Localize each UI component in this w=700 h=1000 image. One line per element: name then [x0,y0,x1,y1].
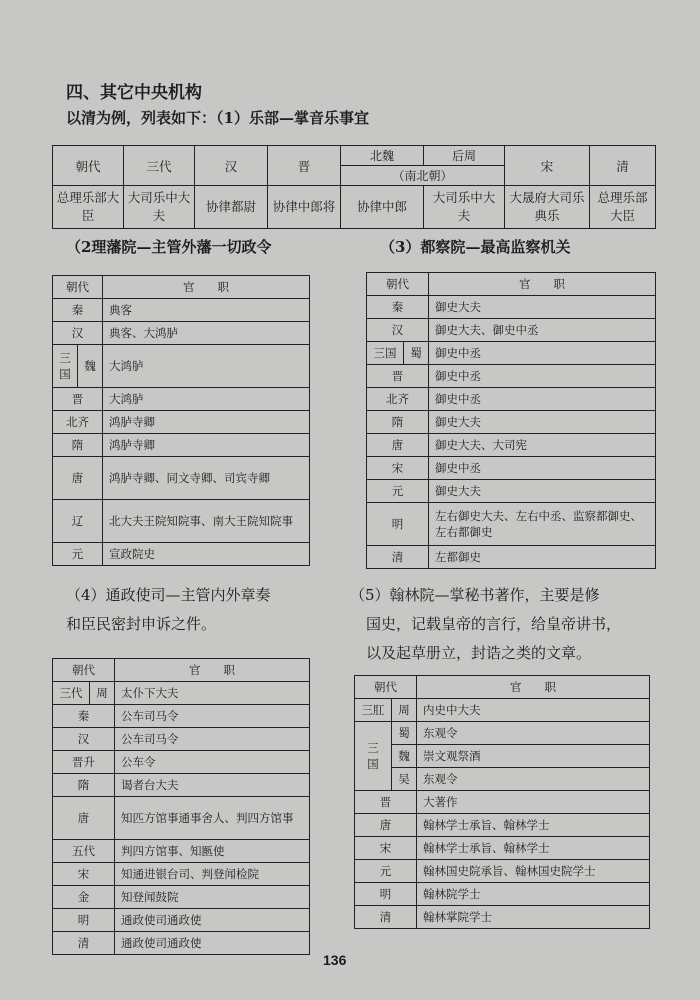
dynasty-cell: 唐 [367,434,429,457]
duchayuan-header-dynasty: 朝代 [367,273,429,296]
lifanyuan-title: （2理藩院—主管外藩一切政令 [66,238,272,256]
dynasty-cell: 汉 [367,319,429,342]
office-cell: 北大夫王院知院事、南大王院知院事 [103,500,310,543]
yuebu-office-cell: 总理乐部大臣 [590,186,656,229]
yuebu-office-cell: 协律都尉 [195,186,268,229]
dynasty-cell: 五代 [53,840,115,863]
office-cell: 太仆下大夫 [115,682,310,705]
sanguo-label: 三 国 [53,345,78,388]
office-cell: 知通进银台司、判登闻检院 [115,863,310,886]
office-cell: 崇文观祭酒 [417,745,650,768]
lifanyuan-header-office: 官 职 [103,276,310,299]
duchayuan-table [366,272,656,569]
sub-dynasty-cell: 蜀 [392,722,417,745]
office-cell: 御史大夫、御史中丞 [429,319,656,342]
intro-line: 以清为例，列表如下：（1）乐部—掌音乐事宜 [66,109,369,127]
dynasty-cell: 辽 [53,500,103,543]
dynasty-cell: 三肛 [355,699,392,722]
yuebu-header-cell: 汉 [195,146,268,186]
dynasty-cell: 汉 [53,728,115,751]
tongzheng-title-2: 和臣民密封申诉之件。 [66,615,217,633]
office-cell: 翰林学士承旨、翰林学士 [417,837,650,860]
office-cell: 鸿胪寺卿 [103,434,310,457]
yuebu-header-dynasty: 朝代 [53,146,124,186]
office-cell: 翰林学士承旨、翰林学士 [417,814,650,837]
sub-dynasty-cell: 蜀 [404,342,429,365]
dynasty-cell: 魏 [78,345,103,388]
hanlin-title-2: 国史，记载皇帝的言行，给皇帝讲书， [366,615,622,633]
office-cell: 典客、大鸿胪 [103,322,310,345]
dynasty-cell: 唐 [53,797,115,840]
yuebu-header-cell: 后周 [424,146,505,166]
office-cell: 左都御史 [429,546,656,569]
nanbeichao-label: （南北朝） [341,166,505,186]
duchayuan-title: （3）都察院—最高监察机关 [380,238,571,256]
office-cell: 典客 [103,299,310,322]
yuebu-office-cell: 大司乐中大夫 [424,186,505,229]
office-cell: 御史中丞 [429,457,656,480]
office-cell: 内史中大夫 [417,699,650,722]
yuebu-header-cell: 北魏 [341,146,424,166]
office-cell: 东观令 [417,722,650,745]
dynasty-cell: 元 [367,480,429,503]
office-cell: 通政使司通政使 [115,909,310,932]
office-cell: 鸿胪寺卿、同文寺卿、司宾寺卿 [103,457,310,500]
office-cell: 知匹方馆事通事舍人、判四方馆事 [115,797,310,840]
dynasty-cell: 秦 [367,296,429,319]
office-cell: 御史大夫、大司宪 [429,434,656,457]
office-cell: 知登闻鼓院 [115,886,310,909]
dynasty-cell: 隋 [367,411,429,434]
dynasty-cell: 清 [355,906,417,929]
office-cell: 御史中丞 [429,365,656,388]
page-number: 136 [323,952,347,968]
office-cell: 鸿胪寺卿 [103,411,310,434]
dynasty-cell: 金 [53,886,115,909]
dynasty-cell: 秦 [53,299,103,322]
dynasty-cell: 元 [53,543,103,566]
yuebu-office-cell: 大司乐中大夫 [124,186,195,229]
tongzheng-header-office: 官 职 [115,659,310,682]
office-cell: 谒者台大夫 [115,774,310,797]
dynasty-cell: 北齐 [367,388,429,411]
dynasty-cell: 晋 [367,365,429,388]
dynasty-cell: 宋 [53,863,115,886]
office-cell: 判四方馆事、知匦使 [115,840,310,863]
dynasty-cell: 秦 [53,705,115,728]
office-cell: 御史中丞 [429,388,656,411]
dynasty-cell: 晋 [355,791,417,814]
sub-dynasty-cell: 周 [392,699,417,722]
yuebu-header-cell: 三代 [124,146,195,186]
office-cell: 通政使司通政使 [115,932,310,955]
dynasty-cell: 三代 [53,682,90,705]
office-cell: 大鸿胪 [103,345,310,388]
yuebu-office-cell: 总理乐部大臣 [53,186,124,229]
office-cell: 公车司马令 [115,705,310,728]
office-cell: 御史大夫 [429,411,656,434]
dynasty-cell: 清 [53,932,115,955]
office-cell: 大鸿胪 [103,388,310,411]
yuebu-table [52,145,656,229]
sub-dynasty-cell: 吴 [392,768,417,791]
hanlin-table [354,675,650,929]
office-cell: 御史中丞 [429,342,656,365]
hanlin-header-office: 官 职 [417,676,650,699]
dynasty-cell: 宋 [367,457,429,480]
dynasty-cell: 晋 [53,388,103,411]
dynasty-cell: 隋 [53,774,115,797]
office-cell: 御史大夫 [429,296,656,319]
office-cell: 翰林掌院学士 [417,906,650,929]
yuebu-header-cell: 晋 [268,146,341,186]
yuebu-office-cell: 大晟府大司乐典乐 [505,186,590,229]
lifanyuan-header-dynasty: 朝代 [53,276,103,299]
yuebu-office-cell: 协律中郎将 [268,186,341,229]
dynasty-cell: 唐 [53,457,103,500]
dynasty-cell: 晋升 [53,751,115,774]
dynasty-cell: 宋 [355,837,417,860]
office-cell: 大著作 [417,791,650,814]
lifanyuan-table [52,275,310,566]
office-cell: 公车令 [115,751,310,774]
yuebu-header-cell: 清 [590,146,656,186]
dynasty-cell: 明 [367,503,429,546]
office-cell: 宣政院史 [103,543,310,566]
office-cell: 公车司马令 [115,728,310,751]
hanlin-header-dynasty: 朝代 [355,676,417,699]
sanguo-label: 三 国 [355,722,392,791]
yuebu-header-cell: 宋 [505,146,590,186]
office-cell: 左右御史大夫、左右中丞、监察都御史、左右都御史 [429,503,656,546]
dynasty-cell: 清 [367,546,429,569]
sub-dynasty-cell: 周 [90,682,115,705]
office-cell: 翰林院学士 [417,883,650,906]
sub-dynasty-cell: 魏 [392,745,417,768]
dynasty-cell: 唐 [355,814,417,837]
dynasty-cell: 隋 [53,434,103,457]
dynasty-cell: 明 [355,883,417,906]
office-cell: 御史大夫 [429,480,656,503]
yuebu-office-cell: 协律中郎 [341,186,424,229]
tongzheng-title-1: （4）通政使司—主管内外章奏 [66,586,271,604]
hanlin-title-3: 以及起草册立，封诰之类的文章。 [366,644,592,662]
hanlin-title-1: （5）翰林院—掌秘书著作，主要是修 [350,586,600,604]
section-heading: 四、其它中央机构 [66,83,202,103]
dynasty-cell: 汉 [53,322,103,345]
office-cell: 东观令 [417,768,650,791]
dynasty-cell: 北齐 [53,411,103,434]
dynasty-cell: 三国 [367,342,404,365]
duchayuan-header-office: 官 职 [429,273,656,296]
office-cell: 翰林国史院承旨、翰林国史院学士 [417,860,650,883]
tongzheng-table [52,658,310,955]
tongzheng-header-dynasty: 朝代 [53,659,115,682]
dynasty-cell: 元 [355,860,417,883]
dynasty-cell: 明 [53,909,115,932]
